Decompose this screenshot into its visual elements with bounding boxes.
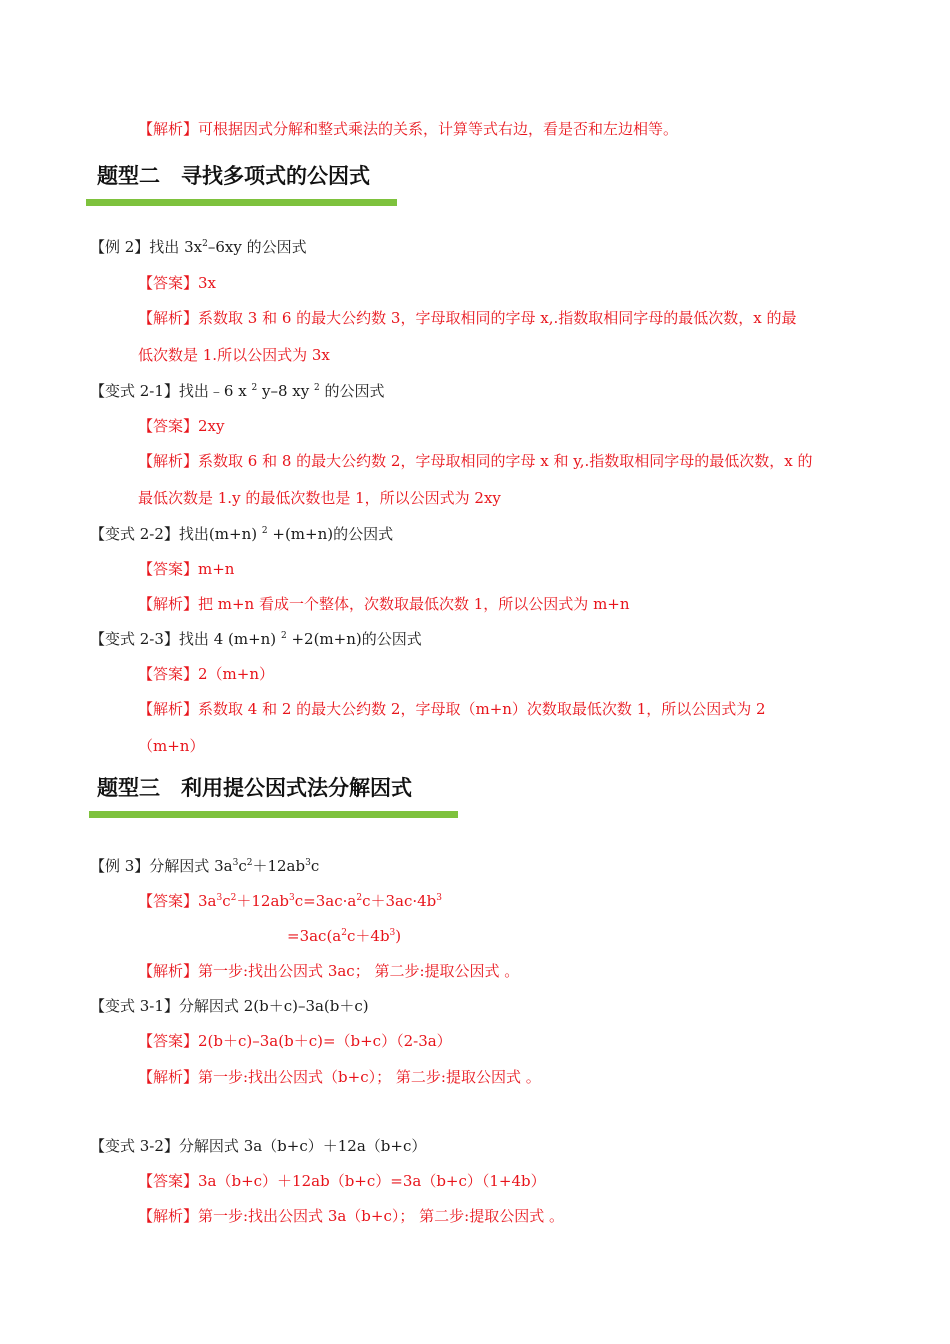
variant-2-1-analysis-line2: 最低次数是 1.y 的最低次数也是 1，所以公因式为 2xy: [138, 489, 501, 507]
variant-2-1-question: 【变式 2-1】找出﹣6 x $^2$ y–8 xy $^2$ 的公因式: [90, 382, 385, 400]
intro-analysis: 【解析】可根据因式分解和整式乘法的关系，计算等式右边，看是否和左边相等。: [138, 120, 679, 138]
section-heading-type-2: 题型二 寻找多项式的公因式: [97, 164, 370, 188]
variant-2-1-answer: 【答案】2xy: [138, 417, 225, 435]
variant-3-1-question: 【变式 3-1】分解因式 2(b＋c)–3a(b＋c): [90, 997, 369, 1015]
variant-2-1-analysis-line1: 【解析】系数取 6 和 8 的最大公约数 2，字母取相同的字母 x 和 y,.指数取相同字母的最低次数，x 的: [138, 452, 813, 470]
variant-2-3-question: 【变式 2-3】找出 4 (m+n) $^2$ +2(m+n)的公因式: [90, 630, 422, 648]
example-3-analysis: 【解析】第一步:找出公因式 3ac； 第二步:提取公因式 。: [138, 962, 520, 980]
example-3-question: 【例 3】分解因式 $3a^3c^2+12ab^3c$: [90, 857, 320, 875]
example-3-answer-line1: 【答案】$3a^3c^2+12ab^3c=3ac\cdot a^2c+3ac\cdot 4b^3$: [138, 892, 442, 910]
variant-2-3-analysis-line2: （m+n）: [138, 737, 205, 755]
example-2-question: 【例 2】找出 $3x^2-6xy$ 的公因式: [90, 238, 307, 256]
variant-2-3-analysis-line1: 【解析】系数取 4 和 2 的最大公约数 2，字母取（m+n）次数取最低次数 1，所以公因式为 2: [138, 700, 766, 718]
variant-2-2-answer: 【答案】m+n: [138, 560, 235, 578]
variant-2-3-answer: 【答案】2（m+n）: [138, 665, 274, 683]
variant-3-2-answer: 【答案】3a（b+c）＋12ab（b+c）=3a（b+c）（1+4b）: [138, 1172, 546, 1190]
section-underline-bar: [89, 811, 458, 818]
variant-2-2-analysis: 【解析】把 m+n 看成一个整体，次数取最低次数 1，所以公因式为 m+n: [138, 595, 630, 613]
variant-3-2-analysis: 【解析】第一步:找出公因式 3a（b+c）； 第二步:提取公因式 。: [138, 1207, 564, 1225]
variant-3-1-analysis: 【解析】第一步:找出公因式（b+c）； 第二步:提取公因式 。: [138, 1068, 541, 1086]
example-3-answer-line2: $=3ac(a^2c+4b^3)$: [287, 927, 402, 945]
variant-3-2-question: 【变式 3-2】分解因式 3a（b+c）＋12a（b+c）: [90, 1137, 427, 1155]
section-underline-bar: [86, 199, 397, 206]
variant-3-1-answer: 【答案】2(b＋c)–3a(b＋c)=（b+c）（2-3a）: [138, 1032, 452, 1050]
example-2-analysis-line1: 【解析】系数取 3 和 6 的最大公约数 3，字母取相同的字母 x,.指数取相同字母的最低次数，x 的最: [138, 309, 797, 327]
example-2-analysis-line2: 低次数是 1.所以公因式为 3x: [138, 346, 330, 364]
variant-2-2-question: 【变式 2-2】找出(m+n) $^2$ +(m+n)的公因式: [90, 525, 394, 543]
section-heading-type-3: 题型三 利用提公因式法分解因式: [97, 776, 412, 800]
example-2-answer: 【答案】3x: [138, 274, 217, 292]
